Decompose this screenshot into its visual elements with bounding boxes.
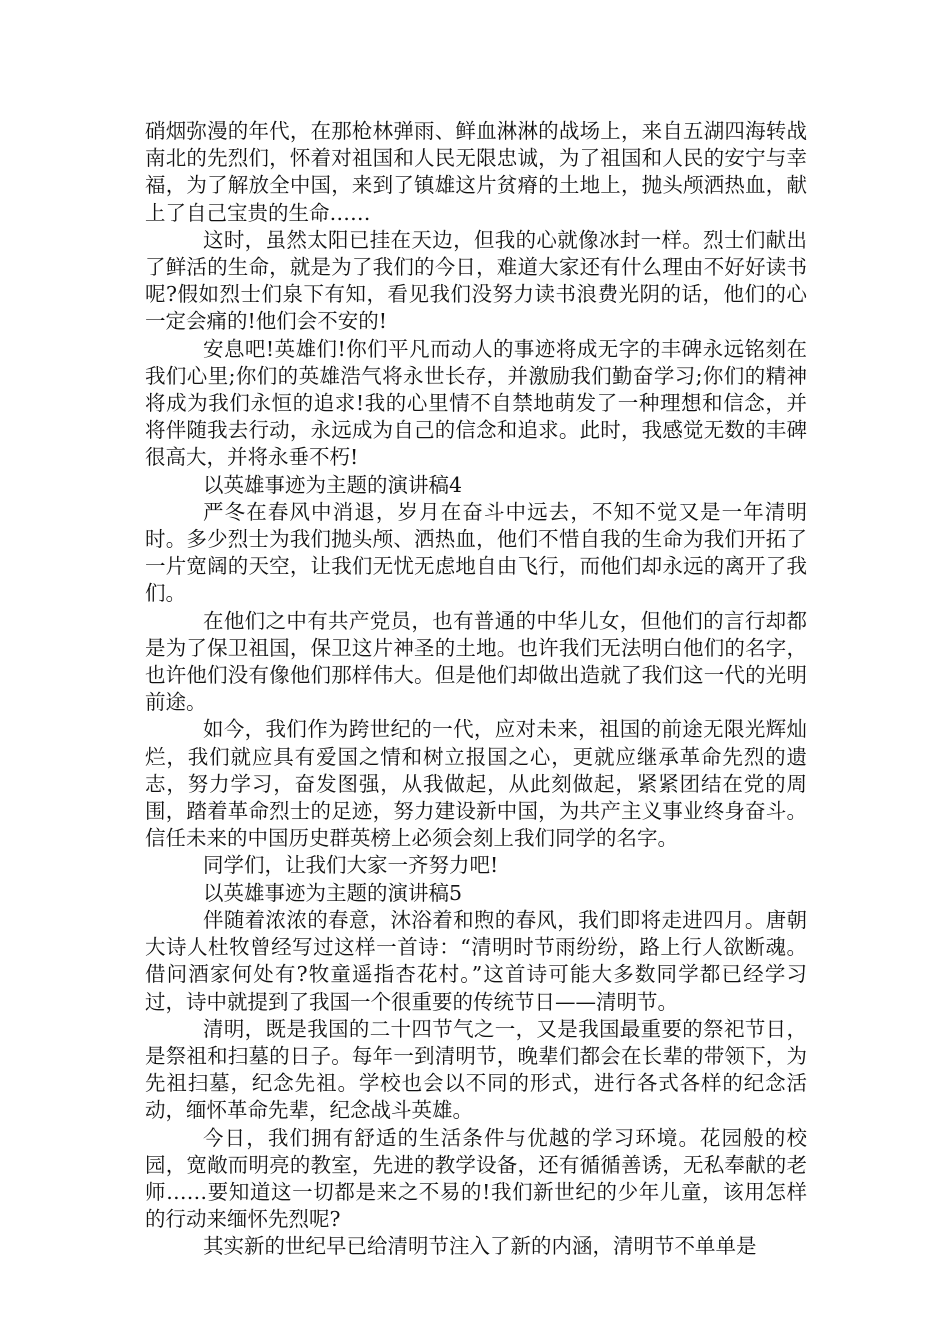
section-heading-5: 以英雄事迹为主题的演讲稿5 bbox=[203, 880, 463, 905]
paragraph-11: 其实新的世纪早已给清明节注入了新的内涵，清明节不单单是 bbox=[203, 1234, 757, 1259]
paragraph-5: 在他们之中有共产党员，也有普通的中华儿女，但他们的言行却都是为了保卫祖国，保卫这片神圣的土地。也许我们无法明白他们的名字，也许他们没有像他们那样伟大。但是他们却做出造就了我们这一代的光明前途。 bbox=[145, 608, 807, 715]
paragraph-3: 安息吧!英雄们!你们平凡而动人的事迹将成无字的丰碑永远铭刻在我们心里;你们的英雄浩气将永世长存，并激励我们勤奋学习;你们的精神将成为我们永恒的追求!我的心里情不自禁地萌发了一种理想和信念，并将伴随我去行动，永远成为自己的信念和追求。此时，我感觉无数的丰碑很高大，并将永垂不朽! bbox=[145, 336, 807, 470]
paragraph-9: 清明，既是我国的二十四节气之一，又是我国最重要的祭祀节日，是祭祖和扫墓的日子。每年一到清明节，晚辈们都会在长辈的带领下，为先祖扫墓，纪念先祖。学校也会以不同的形式，进行各式各样的纪念活动，缅怀革命先辈，纪念战斗英雄。 bbox=[145, 1016, 807, 1123]
paragraph-6: 如今，我们作为跨世纪的一代，应对未来，祖国的前途无限光辉灿烂，我们就应具有爱国之情和树立报国之心，更就应继承革命先烈的遗志，努力学习，奋发图强，从我做起，从此刻做起，紧紧团结在党的周围，踏着革命烈士的足迹，努力建设新中国，为共产主义事业终身奋斗。信任未来的中国历史群英榜上必须会刻上我们同学的名字。 bbox=[145, 717, 807, 851]
paragraph-7: 同学们，让我们大家一齐努力吧! bbox=[203, 853, 499, 878]
paragraph-2: 这时，虽然太阳已挂在天边，但我的心就像冰封一样。烈士们献出了鲜活的生命，就是为了我们的今日，难道大家还有什么理由不好好读书呢?假如烈士们泉下有知，看见我们没努力读书浪费光阴的话，他们的心一定会痛的!他们会不安的! bbox=[145, 227, 807, 334]
document-body bbox=[145, 118, 807, 1261]
paragraph-1: 硝烟弥漫的年代，在那枪林弹雨、鲜血淋淋的战场上，来自五湖四海转战南北的先烈们，怀着对祖国和人民无限忠诚，为了祖国和人民的安宁与幸福，为了解放全中国，来到了镇雄这片贫瘠的土地上，抛头颅洒热血，献上了自己宝贵的生命…… bbox=[145, 119, 807, 225]
paragraph-8: 伴随着浓浓的春意，沐浴着和煦的春风，我们即将走进四月。唐朝大诗人杜牧曾经写过这样一首诗：“清明时节雨纷纷，路上行人欲断魂。借问酒家何处有?牧童遥指杏花村。”这首诗可能大多数同学都已经学习过，诗中就提到了我国一个很重要的传统节日——清明节。 bbox=[145, 907, 807, 1014]
paragraph-4: 严冬在春风中消退，岁月在奋斗中远去，不知不觉又是一年清明时。多少烈士为我们抛头颅、洒热血，他们不惜自我的生命为我们开拓了一片宽阔的天空，让我们无忧无虑地自由飞行，而他们却永远的离开了我们。 bbox=[145, 499, 807, 606]
paragraph-10: 今日，我们拥有舒适的生活条件与优越的学习环境。花园般的校园，宽敞而明亮的教室，先进的教学设备，还有循循善诱，无私奉献的老师……要知道这一切都是来之不易的!我们新世纪的少年儿童，该用怎样的行动来缅怀先烈呢? bbox=[145, 1125, 807, 1232]
section-heading-4: 以英雄事迹为主题的演讲稿4 bbox=[203, 472, 463, 497]
